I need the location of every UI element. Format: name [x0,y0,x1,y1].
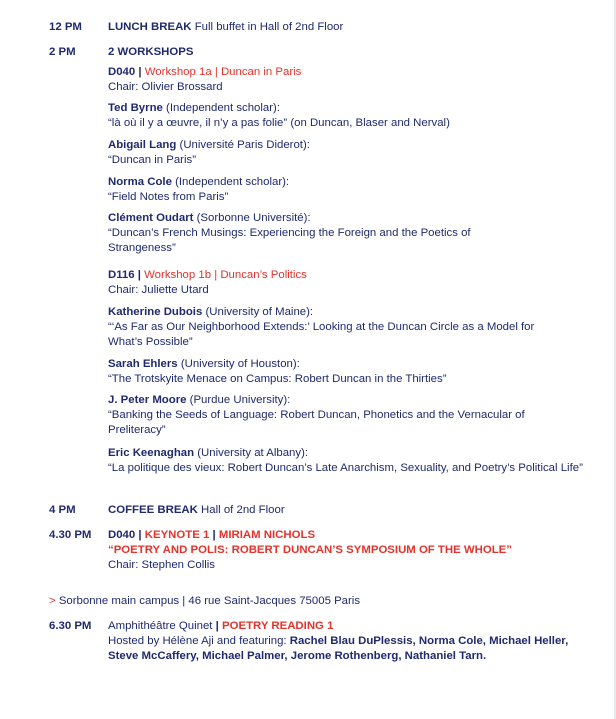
workshops-title: 2 WORKSHOPS [108,46,194,58]
talk-item [108,101,598,131]
workshop-title: Workshop 1a | Duncan in Paris [144,66,302,78]
speaker-affiliation: (Purdue University): [186,394,291,406]
room-label: D116 [108,269,135,281]
separator: | [212,620,223,632]
speaker-name: Norma Cole [108,176,172,188]
reading-label: POETRY READING 1 [222,620,334,632]
talk-item [108,305,548,350]
separator: | [135,66,145,78]
chair-line: Chair: Juliette Utard [108,284,209,296]
workshop-1a-header [108,65,598,95]
speaker-affiliation: (Independent scholar): [171,176,290,188]
talk-title: “La politique des vieux: Robert Duncan’s Late Anarchism, Sexuality, and Poetry’s Political Life” [108,462,583,474]
keynote-label: KEYNOTE 1 [144,529,210,541]
talk-title: “Duncan in Paris” [108,154,196,166]
speaker-name: Katherine Dubois [108,306,203,318]
location-text: Sorbonne main campus | 46 rue Saint-Jacques 75005 Paris [58,595,361,607]
room-label: D040 [108,529,136,541]
workshop-1b-header [108,268,598,298]
speaker-name: J. Peter Moore [108,394,187,406]
coffee-detail: Hall of 2nd Floor [201,504,285,516]
talk-title: “The Trotskyite Menace on Campus: Robert Duncan in the Thirties” [108,373,447,385]
talk-title: “Banking the Seeds of Language: Robert Duncan, Phonetics and the Vernacular of Preliteracy” [108,409,525,436]
reading-hosted: Hosted by Hélène Aji and featuring: [108,635,290,647]
speaker-affiliation: (Independent scholar): [162,102,281,114]
room-label: D040 [108,66,136,78]
talk-item [108,175,598,205]
speaker-name: Eric Keenaghan [108,447,195,459]
speaker-name: Sarah Ehlers [108,358,178,370]
reading-venue: Amphithéâtre Quinet [108,620,213,632]
time-label: 4 PM [49,504,76,516]
speaker-name: Abigail Lang [108,139,177,151]
workshop-title: Workshop 1b | Duncan’s Politics [144,269,307,281]
chair-line: Chair: Stephen Collis [108,559,215,571]
speaker-affiliation: (University of Maine): [202,306,314,318]
separator: | [135,529,145,541]
keynote-title: “POETRY AND POLIS: ROBERT DUNCAN’S SYMPOSIUM OF THE WHOLE” [108,544,512,556]
talk-item [108,357,598,387]
talk-item [108,446,588,476]
talk-title: “Duncan’s French Musings: Experiencing the Foreign and the Poetics of Strangeness” [108,227,471,254]
speaker-affiliation: (Université Paris Diderot): [176,139,310,151]
reading-poets: Rachel Blau DuPlessis, Norma Cole, Michael Heller, Steve McCaffery, Michael Palmer, Jerome Rothenberg, Nathaniel Tarn. [108,635,569,662]
coffee-heading [108,503,285,518]
talk-title: “‘As Far as Our Neighborhood Extends:’ Looking at the Duncan Circle as a Model for What’s Possible” [108,321,535,348]
keynote-block [108,528,598,573]
talk-item [108,211,538,256]
time-label: 6.30 PM [49,620,92,632]
time-label: 4.30 PM [49,529,92,541]
lunch-heading [108,20,343,35]
talk-title: “Field Notes from Paris” [108,191,229,203]
reading-description [108,634,578,664]
talk-item [108,393,580,438]
talk-title: “là où il y a œuvre, il n’y a pas folie” (on Duncan, Blaser and Nerval) [108,117,450,129]
separator: | [134,269,145,281]
chair-line: Chair: Olivier Brossard [108,81,223,93]
separator: | [209,529,219,541]
location-marker-icon: > [49,595,56,607]
keynote-speaker: MIRIAM NICHOLS [218,529,316,541]
location-line [49,594,360,609]
speaker-name: Ted Byrne [108,102,163,114]
speaker-name: Clément Oudart [108,212,194,224]
time-label: 12 PM [49,21,82,33]
reading-block [108,619,578,664]
lunch-label: LUNCH BREAK [108,21,192,33]
speaker-affiliation: (University at Albany): [194,447,309,459]
speaker-affiliation: (University of Houston): [177,358,300,370]
time-label: 2 PM [49,46,76,58]
coffee-label: COFFEE BREAK [108,504,198,516]
lunch-detail: Full buffet in Hall of 2nd Floor [194,21,344,33]
speaker-affiliation: (Sorbonne Université): [193,212,311,224]
talk-item [108,138,598,168]
